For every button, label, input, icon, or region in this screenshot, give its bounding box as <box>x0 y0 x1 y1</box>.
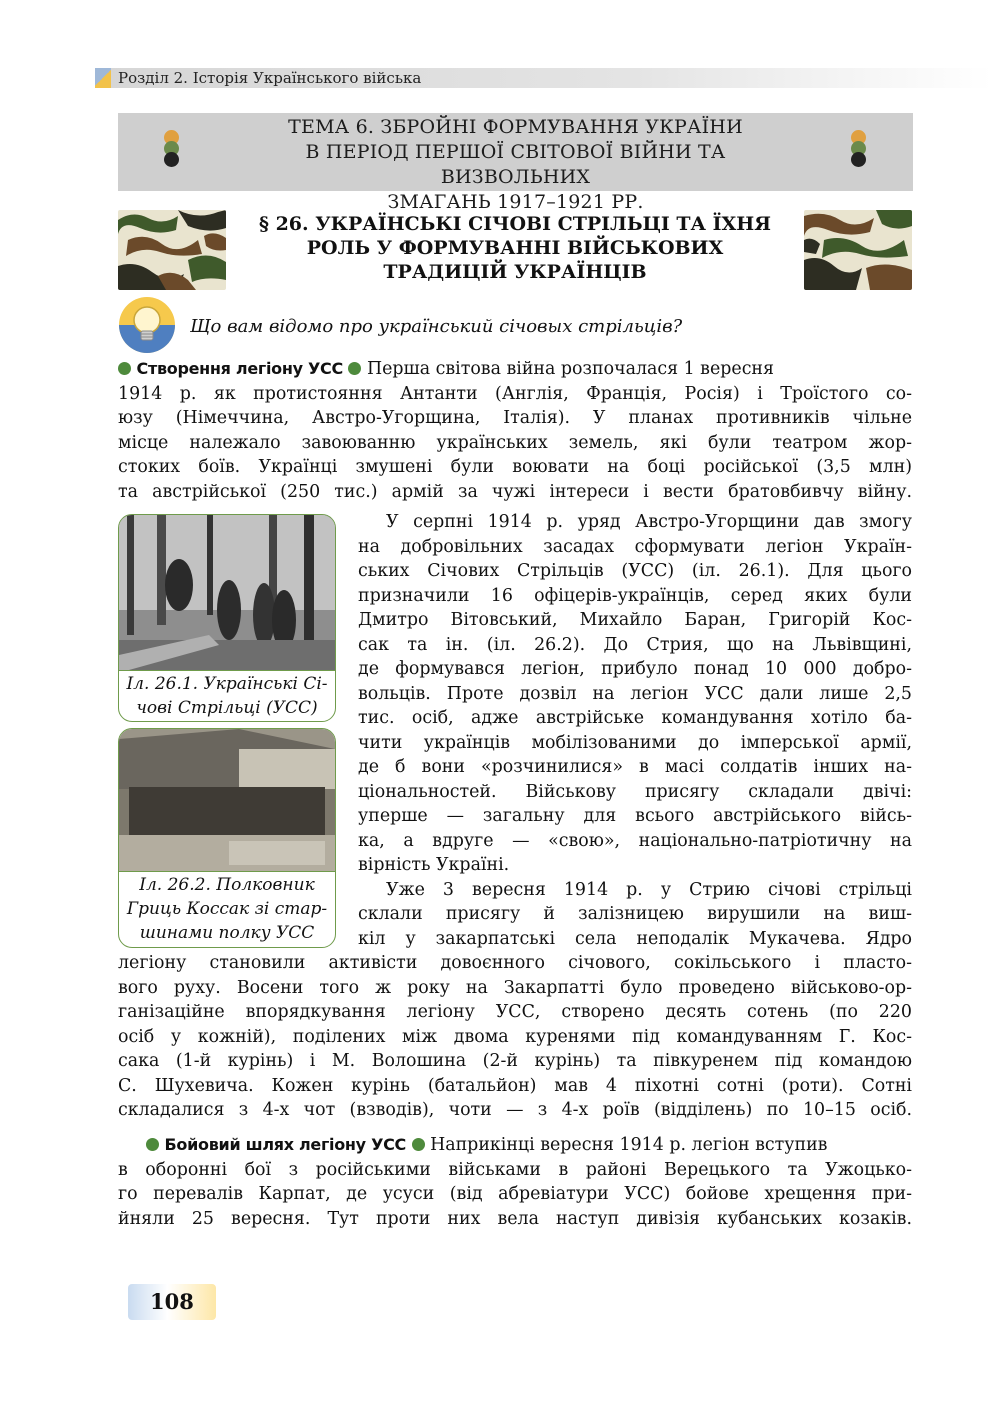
text-line: склали присягу й залізницею вирушили на виш- <box>358 904 912 924</box>
lightbulb-icon <box>118 296 176 354</box>
text-line: вольців. Проте дозвіл на легіон УСС дали лише 2,5 <box>358 683 912 704</box>
caption-line: Іл. 26.2. Полковник <box>139 875 315 895</box>
theme-banner <box>118 113 913 213</box>
section1-column <box>358 510 912 951</box>
text-line: складалися з 4-х чот (взводів), чоти — з 4-х роїв (відділень) по 10–15 осіб. <box>118 1100 912 1120</box>
text-line: ціональностей. Військову присягу складали двічі: <box>358 781 912 802</box>
text-line: на добровільних засадах сформувати легіон Україн- <box>358 536 912 557</box>
caption-line: Гриць Коссак зі стар- <box>126 899 328 919</box>
paragraph-title-line: РОЛЬ У ФОРМУВАННІ ВІЙСЬКОВИХ <box>306 237 724 259</box>
lead-question: Що вам відомо про український січовых стрільців? <box>190 316 683 337</box>
caption-line: Іл. 26.1. Українські Сі- <box>126 674 328 694</box>
bullet-dot-icon <box>146 1138 159 1151</box>
section1-continuation <box>118 951 912 1123</box>
text-line: легіону становили активісти довоєнного січового, сокільського і пласто- <box>118 953 912 973</box>
text-line: 1914 р. як протистояння Антанти (Англія, Франція, Росія) і Троїстого со- <box>118 383 912 404</box>
decorative-dots-right <box>851 130 869 163</box>
bullet-dot-icon <box>118 362 131 375</box>
bullet-dot-icon <box>412 1138 425 1151</box>
running-head <box>95 68 992 88</box>
text-line: вірність Україні. <box>358 855 510 875</box>
section2-heading: Бойовий шлях легіону УСС <box>164 1135 406 1154</box>
text-line: кіл у закарпатські села неподалік Мукачева. Ядро <box>358 928 912 949</box>
dot-icon <box>851 152 866 167</box>
text-line: Уже 3 вересня 1914 р. у Стрию січові стрільці <box>386 879 912 900</box>
text-line: де б вони «розчинилися» в масі солдатів інших на- <box>358 757 912 777</box>
text-line: та австрійської (250 тис.) армій за чужі інтереси і вести братовбивчу війну. <box>118 481 912 502</box>
text-line: У серпні 1914 р. уряд Австро-Угорщини дав змогу <box>386 512 912 532</box>
text-line: чити українців мобілізованими до імперської армії, <box>358 732 912 753</box>
text-line: призначили 16 офіцерів-українців, серед яких були <box>358 585 912 606</box>
text-line: ка, а вдруге — «свою», національно-патріотичну на <box>358 830 912 851</box>
text-line: ських Січових Стрільців (УСС) (іл. 26.1). Для цього <box>358 561 912 581</box>
figure-26-1 <box>118 514 336 722</box>
figure-caption <box>119 871 335 948</box>
text-line: вого руху. Восени того ж року на Закарпатті було проведено військово-ор- <box>118 977 912 998</box>
photo-kossak-officers <box>119 729 335 871</box>
section1-intro <box>118 357 912 504</box>
text-line: стоких боїв. Українці змушені були воювати на боці російської (3,5 млн) <box>118 457 912 477</box>
camouflage-pattern-right <box>804 210 912 290</box>
text-line: Перша світова війна розпочалася 1 вересня <box>366 359 774 379</box>
text-line: С. Шухевича. Кожен курінь (батальйон) мав 4 піхотні сотні (роти). Сотні <box>118 1075 912 1096</box>
text-line: ганізаційне впорядкування легіону УСС, створено десять сотень (по 220 <box>118 1002 912 1022</box>
theme-line: В ПЕРІОД ПЕРШОЇ СВІТОВОЇ ВІЙНИ ТА ВИЗВОЛЬНИХ <box>305 141 726 188</box>
page-number: 108 <box>150 1289 194 1314</box>
corner-ornament <box>95 68 111 88</box>
text-line: Наприкінці вересня 1914 р. легіон вступив <box>430 1135 828 1155</box>
running-head-text: Розділ 2. Історія Українського війська <box>118 69 422 87</box>
theme-title <box>278 115 753 215</box>
text-line: осіб у кожній), поділених між двома куренями під командуванням Г. Кос- <box>118 1026 912 1047</box>
text-line: Дмитро Вітовський, Михайло Баран, Григорій Кос- <box>358 610 912 630</box>
paragraph-title <box>250 212 780 284</box>
camouflage-pattern-left <box>118 210 226 290</box>
text-line: уперше — загальну для всього австрійського війсь- <box>358 806 912 826</box>
caption-line: чові Стрільці (УСС) <box>136 698 318 718</box>
text-line: сак та ін. (іл. 26.2). До Стрия, що на Львівщині, <box>358 634 912 655</box>
bullet-dot-icon <box>348 362 361 375</box>
text-line: тис. осіб, адже австрійське командування хотіло ба- <box>358 708 912 728</box>
section1-heading: Створення легіону УСС <box>136 359 343 378</box>
text-line: го перевалів Карпат, де усуси (від абревіатури УСС) бойове хрещення при- <box>118 1184 912 1204</box>
page-number-badge <box>128 1284 216 1320</box>
figure-26-2 <box>118 728 336 948</box>
text-line: сака (1-й курінь) і М. Волошина (2-й курінь) та півкуренем під командою <box>118 1051 912 1071</box>
dot-icon <box>164 152 179 167</box>
paragraph-title-line: § 26. УКРАЇНСЬКІ СІЧОВІ СТРІЛЬЦІ ТА ЇХНЯ <box>259 213 771 235</box>
figure-caption <box>119 670 335 722</box>
theme-line: ЗМАГАНЬ 1917–1921 РР. <box>387 191 644 213</box>
section2 <box>118 1133 912 1231</box>
text-line: місце належало завоюванню українських земель, які були театром жор- <box>118 432 912 453</box>
decorative-dots-left <box>164 130 182 163</box>
text-line: де формувався легіон, прибуло понад 10 000 добро- <box>358 659 912 679</box>
photo-ukrainian-riflemen <box>119 515 335 670</box>
text-line: юзу (Німеччина, Австро-Угорщина, Італія). У планах противників чільне <box>118 408 912 428</box>
caption-line: шинами полку УСС <box>139 923 315 943</box>
paragraph-title-line: ТРАДИЦІЙ УКРАЇНЦІВ <box>383 261 647 283</box>
text-line: йняли 25 вересня. Тут проти них вела наступ дивізія кубанських козаків. <box>118 1208 912 1229</box>
text-line: в оборонні бої з російськими військами в районі Верецького та Ужоцько- <box>118 1159 912 1180</box>
theme-line: ТЕМА 6. ЗБРОЙНІ ФОРМУВАННЯ УКРАЇНИ <box>288 116 743 138</box>
